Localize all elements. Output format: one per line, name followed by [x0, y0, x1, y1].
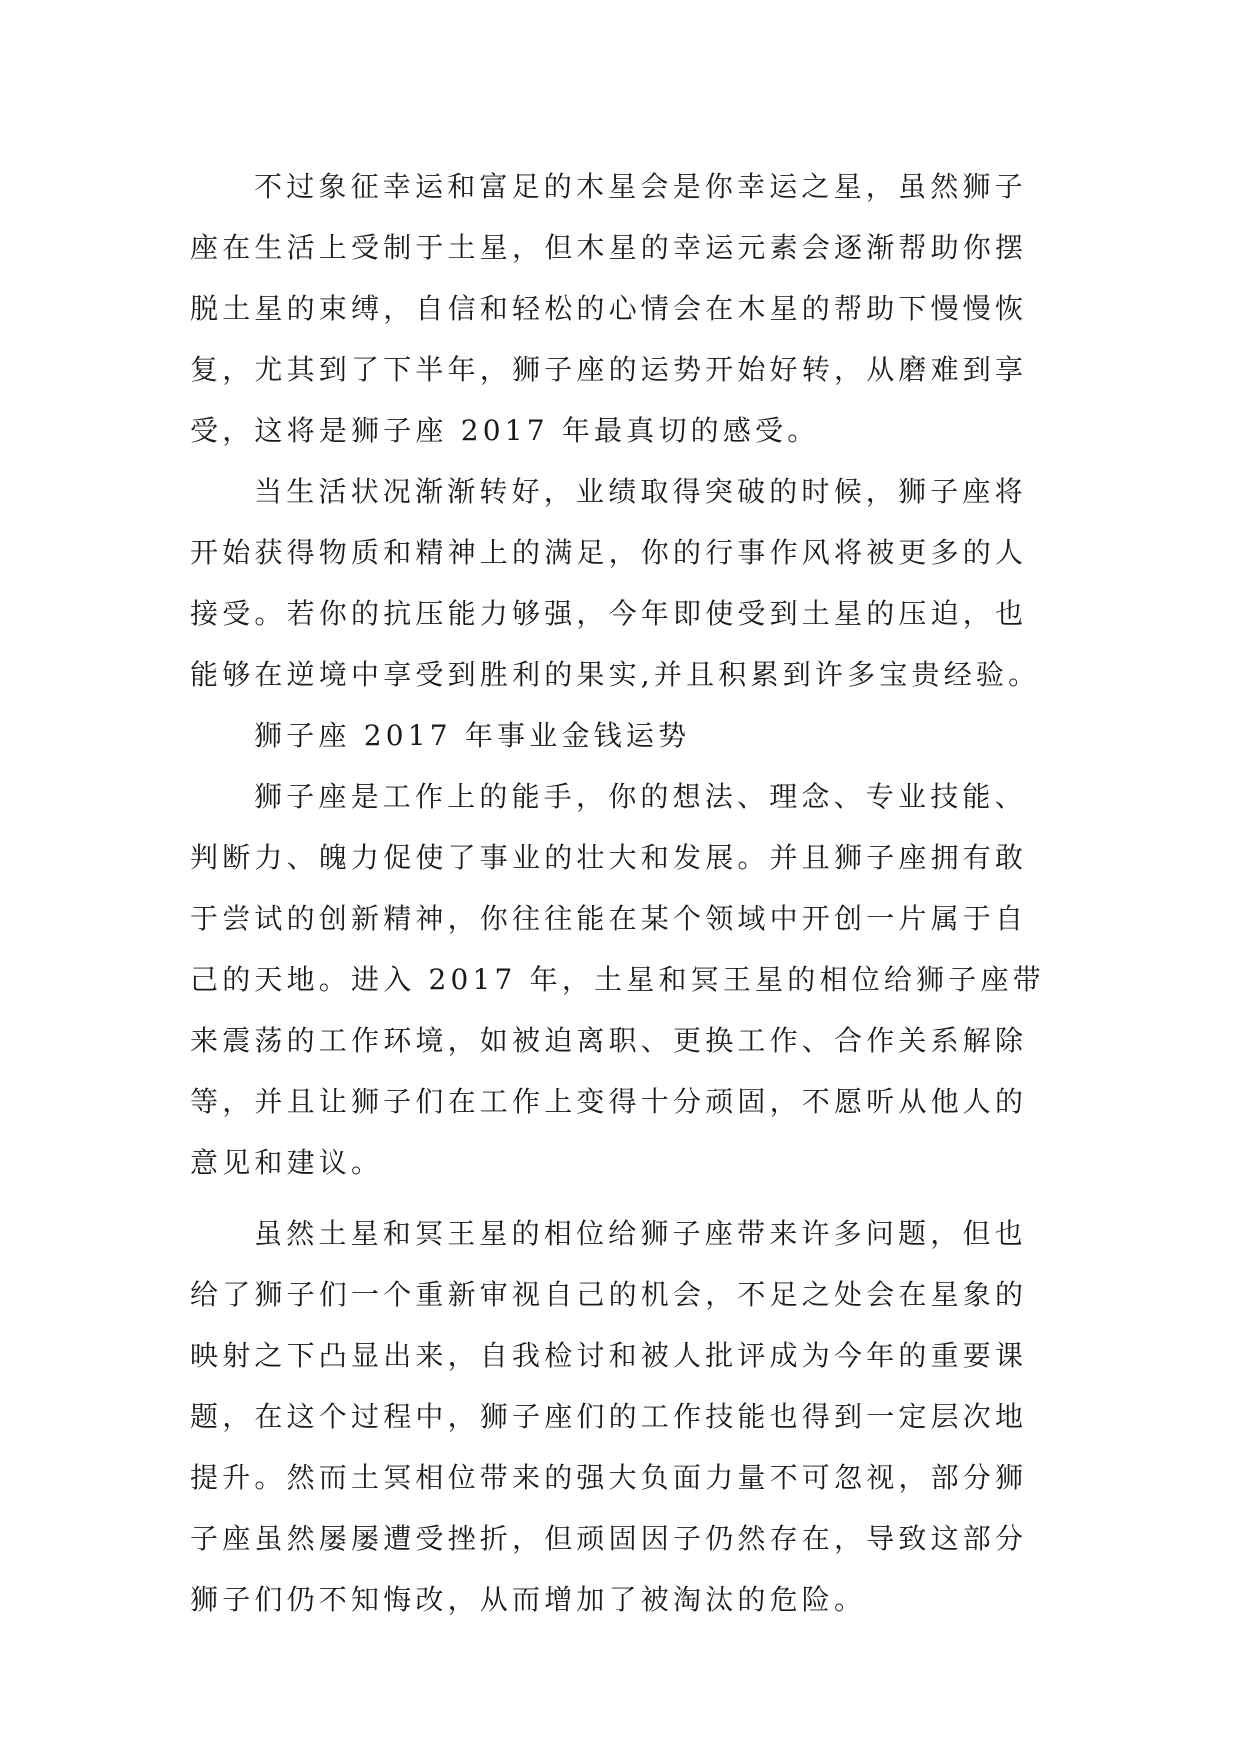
- text-line: 复，尤其到了下半年，狮子座的运势开始好转，从磨难到享: [190, 353, 1028, 386]
- text-line: 能够在逆境中享受到胜利的果实,并且积累到许多宝贵经验。: [190, 658, 1041, 691]
- text-line: 提升。然而土冥相位带来的强大负面力量不可忽视，部分狮: [190, 1461, 1028, 1494]
- text-line: 狮子们仍不知悔改，从而增加了被淘汰的危险。: [190, 1583, 867, 1616]
- text-line: 映射之下凸显出来，自我检讨和被人批评成为今年的重要课: [190, 1339, 1028, 1372]
- text-line: 受，这将是狮子座 2017 年最真切的感受。: [190, 414, 820, 447]
- text-line: 于尝试的创新精神，你往往能在某个领域中开创一片属于自: [190, 902, 1028, 935]
- paragraph-4: [190, 1203, 1070, 1630]
- text-line: 脱土星的束缚，自信和轻松的心情会在木星的帮助下慢慢恢: [190, 292, 1028, 325]
- text-line: 狮子座是工作上的能手，你的想法、理念、专业技能、: [254, 780, 1027, 813]
- text-line: 子座虽然屡屡遭受挫折，但顽固因子仍然存在，导致这部分: [190, 1522, 1028, 1555]
- section-heading: [190, 705, 1070, 766]
- text-line: 座在生活上受制于土星，但木星的幸运元素会逐渐帮助你摆: [190, 231, 1028, 264]
- text-line: 开始获得物质和精神上的满足，你的行事作风将被更多的人: [190, 536, 1028, 569]
- text-line: 不过象征幸运和富足的木星会是你幸运之星，虽然狮子: [254, 170, 1027, 203]
- text-line: 题，在这个过程中，狮子座们的工作技能也得到一定层次地: [190, 1400, 1028, 1433]
- text-line: 意见和建议。: [190, 1146, 384, 1179]
- paragraph-3: [190, 766, 1070, 1193]
- text-line: 来震荡的工作环境，如被迫离职、更换工作、合作关系解除: [190, 1024, 1028, 1057]
- paragraph-1: [190, 156, 1070, 461]
- text-line: 给了狮子们一个重新审视自己的机会，不足之处会在星象的: [190, 1278, 1028, 1311]
- text-line: 判断力、魄力促使了事业的壮大和发展。并且狮子座拥有敢: [190, 841, 1028, 874]
- text-line: 当生活状况渐渐转好，业绩取得突破的时候，狮子座将: [254, 475, 1027, 508]
- paragraph-2: [190, 461, 1070, 705]
- text-line: 等，并且让狮子们在工作上变得十分顽固，不愿听从他人的: [190, 1085, 1028, 1118]
- heading-text: 狮子座 2017 年事业金钱运势: [254, 719, 691, 752]
- text-line: 虽然土星和冥王星的相位给狮子座带来许多问题，但也: [254, 1217, 1027, 1250]
- document-body: [190, 156, 1070, 1630]
- text-line: 己的天地。进入 2017 年，土星和冥王星的相位给狮子座带: [190, 963, 1045, 996]
- text-line: 接受。若你的抗压能力够强，今年即使受到土星的压迫，也: [190, 597, 1028, 630]
